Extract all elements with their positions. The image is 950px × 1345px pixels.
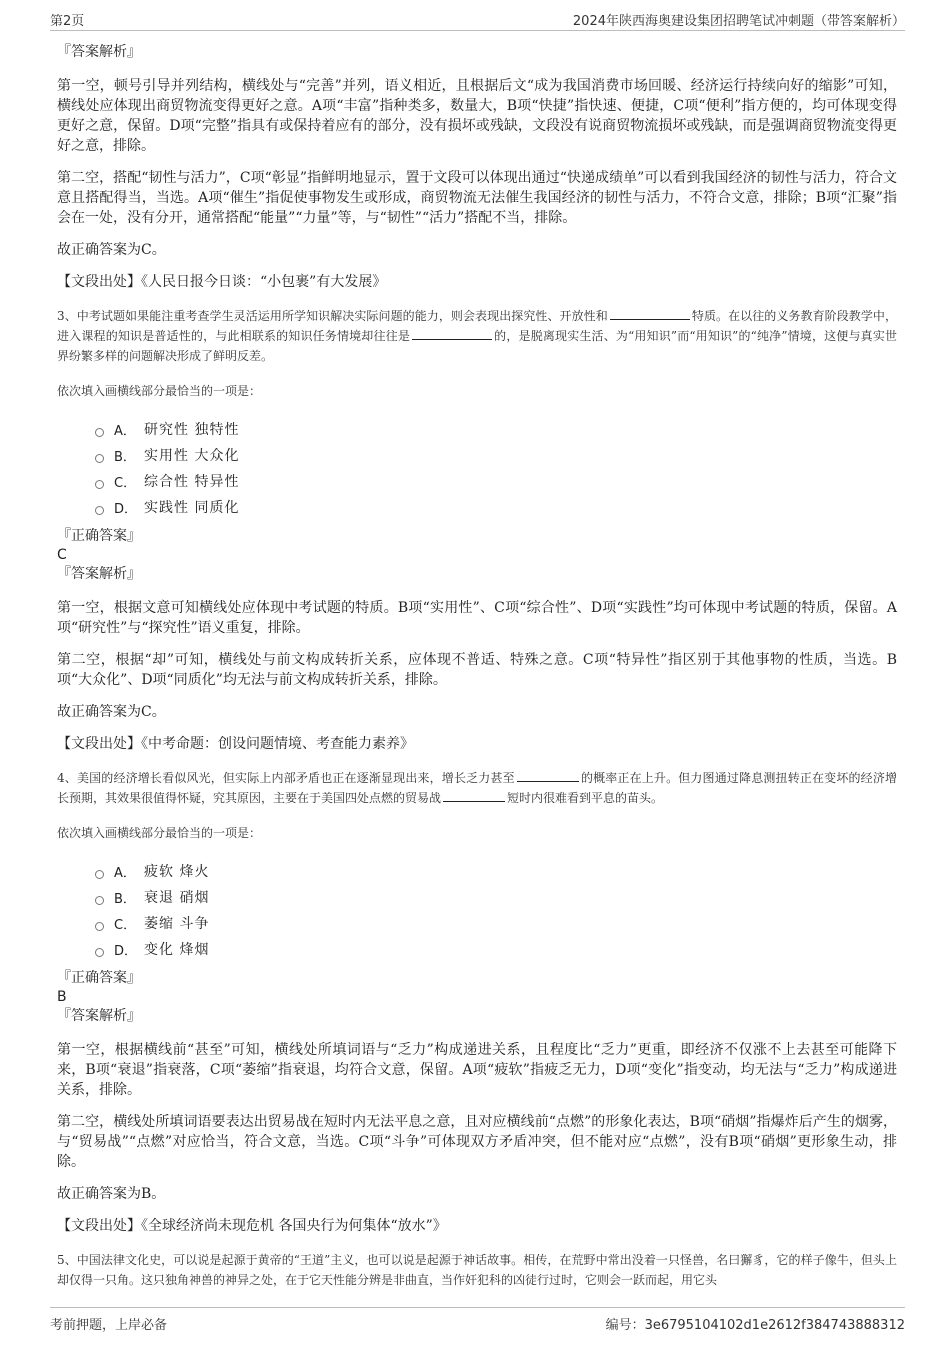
q3-text-c: 的，是脱离现实生活、为“用知识”而“用知识”的“纯净”情境，这便与真实世界纷繁多样的问题解决形成了鲜明反差。 bbox=[57, 329, 897, 363]
analysis-label: 『答案解析』 bbox=[57, 44, 141, 60]
q3-question bbox=[57, 306, 897, 366]
q3-option-b[interactable]: B． 实用性 大众化 bbox=[95, 442, 897, 468]
q4-text-b: 的概率正在上升。但力图通过降息测扭转正在变坏的经济增长预期，其效果很值得怀疑，究其原因，主要在于美国四处点燃的贸易战 bbox=[57, 771, 897, 805]
q3-answer: C bbox=[57, 547, 67, 563]
q4-option-b[interactable]: B． 衰退 硝烟 bbox=[95, 884, 897, 910]
q3-analysis-1: 第一空，根据文意可知横线处应体现中考试题的特质。B项“实用性”、C项“综合性”、D项“实践性”均可体现中考试题的特质，保留。A项“研究性”与“探究性”语义重复，排除。 bbox=[57, 600, 897, 636]
q4-blank-2 bbox=[443, 789, 505, 802]
q4-blank-1 bbox=[517, 769, 579, 782]
q3-analysis-2: 第二空，根据“却”可知，横线处与前文构成转折关系，应体现不普适、特殊之意。C项“特异性”指区别于其他事物的性质，当选。B项“大众化”、D项“同质化”均无法与前文构成转折关系，排除。 bbox=[57, 652, 897, 688]
q2-conclusion: 故正确答案为C。 bbox=[57, 242, 166, 258]
q3-option-c[interactable]: C． 综合性 特异性 bbox=[95, 468, 897, 494]
correct-answer-label: 『正确答案』 bbox=[57, 970, 141, 986]
q4-option-d[interactable]: D． 变化 烽烟 bbox=[95, 936, 897, 962]
q2-analysis-1: 第一空，顿号引导并列结构，横线处与“完善”并列，语义相近，且根据后文“成为我国消费市场回暖、经济运行持续向好的缩影”可知，横线处应体现出商贸物流变得更好之意。A项“丰富”指种类多，数量大，B项“快捷”指快速、便捷，C项“便利”指方便的，均可体现变得更好之意，保留。D项“完整”指具有或保持着应有的部分，没有损坏或残缺，文段没有说商贸物流损坏或残缺，而是强调商贸物流变得更好之意，排除。 bbox=[57, 78, 897, 154]
q4-question bbox=[57, 768, 897, 808]
q4-option-a[interactable]: A． 疲软 烽火 bbox=[95, 858, 897, 884]
q3-conclusion: 故正确答案为C。 bbox=[57, 704, 166, 720]
page-number: 第2页 bbox=[50, 14, 85, 29]
radio-icon[interactable] bbox=[95, 922, 104, 931]
radio-icon[interactable] bbox=[95, 428, 104, 437]
analysis-label: 『答案解析』 bbox=[57, 1008, 141, 1024]
q4-conclusion: 故正确答案为B。 bbox=[57, 1186, 166, 1202]
q3-blank-1 bbox=[610, 307, 690, 320]
q3-source: 【文段出处】《中考命题：创设问题情境、考查能力素养》 bbox=[57, 736, 414, 752]
q3-instruction: 依次填入画横线部分最恰当的一项是： bbox=[57, 384, 262, 398]
main-content bbox=[57, 42, 897, 1306]
q4-text-a: 4、美国的经济增长看似风光，但实际上内部矛盾也正在逐渐显现出来，增长乏力甚至 bbox=[57, 771, 515, 785]
q4-text-c: 短时内很难看到平息的苗头。 bbox=[507, 791, 664, 805]
q5-question: 5、中国法律文化史，可以说是起源于黄帝的“王道”主义，也可以说是起源于神话故事。相传，在荒野中常出没着一只怪兽，名曰獬豸，它的样子像牛，但头上却仅得一只角。这只独角神兽的神异之处，在于它天性能分辨是非曲直，当作奸犯科的凶徒行过时，它则会一跃而起，用它头 bbox=[57, 1253, 897, 1287]
q3-option-d[interactable]: D． 实践性 同质化 bbox=[95, 494, 897, 520]
q4-analysis-2: 第二空，横线处所填词语要表达出贸易战在短时内无法平息之意，且对应横线前“点燃”的形象化表达，B项“硝烟”指爆炸后产生的烟雾，与“贸易战”“点燃”对应恰当，符合文意，当选。C项“斗争”可体现双方矛盾冲突，但不能对应“点燃”，没有B项“硝烟”更形象生动，排除。 bbox=[57, 1114, 897, 1170]
q4-source: 【文段出处】《全球经济尚未现危机 各国央行为何集体“放水”》 bbox=[57, 1218, 447, 1234]
q3-options bbox=[95, 416, 897, 520]
radio-icon[interactable] bbox=[95, 896, 104, 905]
radio-icon[interactable] bbox=[95, 454, 104, 463]
page-footer bbox=[50, 1307, 905, 1336]
q4-answer: B bbox=[57, 989, 67, 1005]
q4-options bbox=[95, 858, 897, 962]
radio-icon[interactable] bbox=[95, 480, 104, 489]
q4-instruction: 依次填入画横线部分最恰当的一项是： bbox=[57, 826, 262, 840]
correct-answer-label: 『正确答案』 bbox=[57, 528, 141, 544]
q2-analysis-2: 第二空，搭配“韧性与活力”，C项“彰显”指鲜明地显示，置于文段可以体现出通过“快递成绩单”可以看到我国经济的韧性与活力，符合文意且搭配得当，当选。A项“催生”指促使事物发生或形成，商贸物流无法催生我国经济的韧性与活力，不符合文意，排除；B项“汇聚”指会在一处，没有分开，通常搭配“能量”“力量”等，与“韧性”“活力”搭配不当，排除。 bbox=[57, 170, 897, 226]
radio-icon[interactable] bbox=[95, 506, 104, 515]
footer-slogan: 考前押题，上岸必备 bbox=[50, 1318, 168, 1333]
q3-option-a[interactable]: A． 研究性 独特性 bbox=[95, 416, 897, 442]
q4-analysis-1: 第一空，根据横线前“甚至”可知，横线处所填词语与“乏力”构成递进关系，且程度比“乏力”更重，即经济不仅涨不上去甚至可能降下来，B项“衰退”指衰落，C项“萎缩”指衰退，均符合文意，保留。A项“疲软”指疲乏无力，D项“变化”指变动，均无法与“乏力”构成递进关系，排除。 bbox=[57, 1042, 897, 1098]
page-header bbox=[50, 6, 905, 31]
q4-option-c[interactable]: C． 萎缩 斗争 bbox=[95, 910, 897, 936]
radio-icon[interactable] bbox=[95, 948, 104, 957]
document-id: 编号：3e6795104102d1e2612f384743888312 bbox=[605, 1318, 905, 1333]
radio-icon[interactable] bbox=[95, 870, 104, 879]
document-title: 2024年陕西海奥建设集团招聘笔试冲刺题（带答案解析） bbox=[572, 14, 905, 29]
q3-blank-2 bbox=[412, 327, 492, 340]
analysis-label: 『答案解析』 bbox=[57, 566, 141, 582]
q3-text-b: 特质。在以往的义务教育阶段教学中，进入课程的知识是普适性的，与此相联系的知识任务情境却往往是 bbox=[57, 309, 897, 343]
q3-text-a: 3、中考试题如果能注重考查学生灵活运用所学知识解决实际问题的能力，则会表现出探究性、开放性和 bbox=[57, 309, 608, 323]
q2-source: 【文段出处】《人民日报今日谈：“小包裹”有大发展》 bbox=[57, 274, 387, 290]
